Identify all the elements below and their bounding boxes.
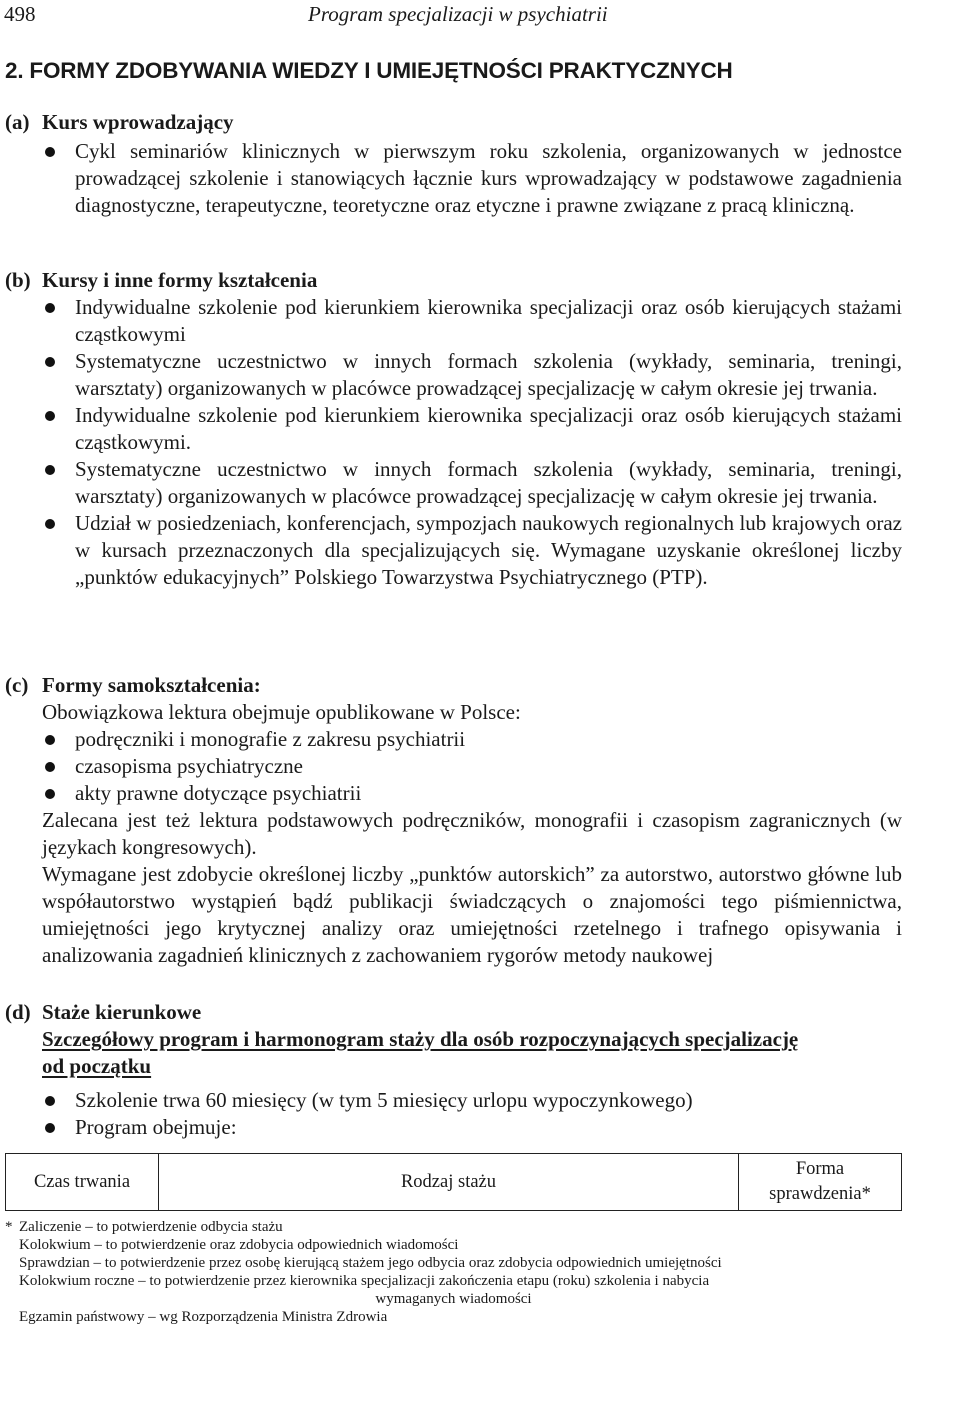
list-item: Cykl seminariów klinicznych w pierwszym roku szkolenia, organizowanych w jednostce prowadzącej szkolenie i stanowiących łącznie kurs wprowadzający w podstawowe zagadnienia diagnostyczne, terapeutyczne, teoretyczne oraz etyczne i prawne związane z pracą kliniczną.: [42, 138, 902, 219]
footnote: Kolokwium roczne – to potwierdzenie przez kierownika specjalizacji zakończenia etapu (roku) szkolenia i nabycia: [19, 1273, 710, 1289]
table-header-cell: Rodzaj stażu: [159, 1154, 739, 1211]
section-c-heading: Formy samokształcenia:: [42, 673, 261, 697]
footnote: [5, 1218, 902, 1236]
list-item: Udział w posiedzeniach, konferencjach, sympozjach naukowych regionalnych lub krajowych oraz w kursach przeznaczonych dla specjalizujących się. Wymagane uzyskanie określonej liczby „punktów edukacyjnych” Polskiego Towarzystwa Psychiatrycznego (PTP).: [42, 510, 902, 591]
section-c-paragraph: Zalecana jest też lektura podstawowych podręczników, monografii i czasopism zagranicznych (w językach kongresowych).: [42, 808, 902, 859]
table-header-cell: Czas trwania: [6, 1154, 159, 1211]
section-c-paragraph: Wymagane jest zdobycie określonej liczby „punktów autorskich” za autorstwo, autorstwo główne lub współautorstwo wystąpień bądź publikacji świadczących o znajomości tego piśmiennictwa, umiejętności jego krytycznej analizy oraz umiejętności rzetelnego i trafnego opisywania i analizowania zagadnień klinicznych z zachowaniem rygorów metody naukowej: [42, 862, 902, 967]
table-header-cell: [739, 1154, 902, 1211]
list-item: czasopisma psychiatryczne: [42, 753, 902, 780]
footnote: Kolokwium – to potwierdzenie oraz zdobycia odpowiednich wiadomości: [19, 1237, 459, 1253]
list-item: Indywidualne szkolenie pod kierunkiem kierownika specjalizacji oraz osób kierujących stażami cząstkowymi: [42, 294, 902, 348]
section-d-label: (d): [5, 1000, 31, 1024]
list-item: Systematyczne uczestnictwo w innych formach szkolenia (wykłady, seminaria, treningi, warsztaty) organizowanych w placówce prowadzącej specjalizację w całym okresie jej trwania.: [42, 348, 902, 402]
list-item: Szkolenie trwa 60 miesięcy (w tym 5 miesięcy urlopu wypoczynkowego): [42, 1087, 902, 1114]
list-item: podręczniki i monografie z zakresu psychiatrii: [42, 726, 902, 753]
section-title: 2. FORMY ZDOBYWANIA WIEDZY I UMIEJĘTNOŚCI PRAKTYCZNYCH: [5, 58, 733, 83]
header-cell-line: Forma: [795, 1159, 845, 1179]
header-cell-line: sprawdzenia*: [769, 1184, 871, 1204]
section-d-list: [42, 1087, 902, 1141]
section-b-list: [42, 294, 902, 591]
footnotes: [5, 1218, 902, 1326]
footnote-text: Zaliczenie – to potwierdzenie odbycia stażu: [19, 1219, 283, 1235]
list-item: akty prawne dotyczące psychiatrii: [42, 780, 902, 807]
subheading-line: od początku: [42, 1054, 152, 1078]
section-a-list: [42, 138, 902, 219]
list-item: Systematyczne uczestnictwo w innych formach szkolenia (wykłady, seminaria, treningi, warsztaty) organizowanych w placówce prowadzącej specjalizację w całym okresie jej trwania.: [42, 456, 902, 510]
subheading-line: Szczegółowy program i harmonogram staży dla osób rozpoczynających specjalizację: [42, 1027, 799, 1051]
page-header: [4, 2, 940, 32]
list-item: Program obejmuje:: [42, 1114, 902, 1141]
section-c-body: [42, 699, 902, 969]
section-b-heading: Kursy i inne formy kształcenia: [42, 268, 318, 292]
page-number: 498: [4, 2, 36, 26]
section-b-label: (b): [5, 268, 31, 292]
list-item: Indywidualne szkolenie pod kierunkiem kierownika specjalizacji oraz osób kierujących stażami cząstkowymi.: [42, 402, 902, 456]
section-d-heading: Staże kierunkowe: [42, 1000, 202, 1024]
program-table: [5, 1153, 902, 1211]
footnote: Sprawdzian – to potwierdzenie przez osobę kierującą stażem jego odbycia oraz zdobycia odpowiednich umiejętności: [19, 1255, 722, 1271]
footnote-marker: *: [5, 1219, 13, 1235]
table-header-row: [6, 1154, 902, 1211]
running-title: Program specjalizacji w psychiatrii: [308, 2, 608, 26]
footnote: wymaganych wiadomości: [375, 1291, 532, 1307]
section-d-subheading: [42, 1026, 902, 1080]
section-a-label: (a): [5, 110, 30, 134]
section-a-heading: Kurs wprowadzający: [42, 110, 234, 134]
section-c-label: (c): [5, 673, 29, 697]
section-c-intro: Obowiązkowa lektura obejmuje opublikowane w Polsce:: [42, 700, 521, 724]
footnote: Egzamin państwowy – wg Rozporządzenia Ministra Zdrowia: [19, 1309, 388, 1325]
